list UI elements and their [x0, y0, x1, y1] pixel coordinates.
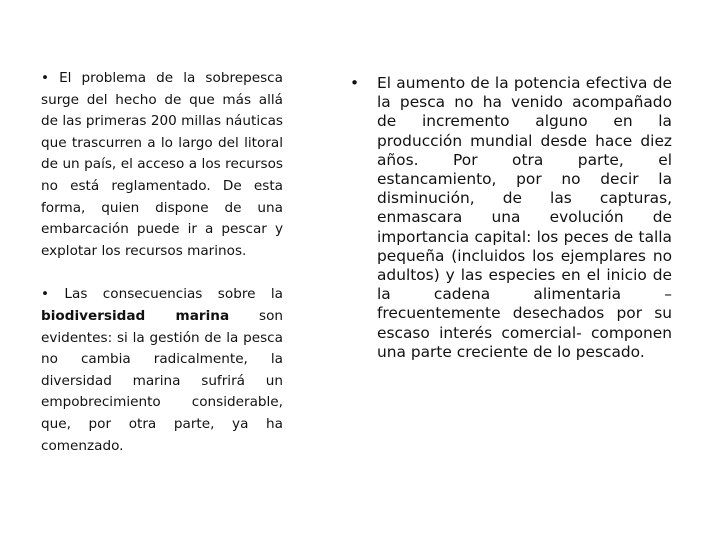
- paragraph-fishing-power: El aumento de la potencia efectiva de la pesca no ha venido acompañado de incremento alguno en la producción mundial desde hace diez años. Por otra parte, el estancamiento, por no decir la disminución, de las capturas, enmascara una evolución de importancia capital: los peces de talla pequeña (incluidos los ejemplares no adultos) y las especies en el inicio de la cadena alimentaria –frecuentemente desechados por su escaso interés comercial- componen una parte creciente de lo pescado.: [377, 74, 672, 361]
- paragraph-biodiversity: [41, 284, 283, 457]
- paragraph-overfishing: • El problema de la sobrepesca surge del hecho de que más allá de las primeras 200 millas náuticas que trascurren a lo largo del litoral de un país, el acceso a los recursos no está reglamentado. De esta forma, quien dispone de una embarcación puede ir a pescar y explotar los recursos marinos.: [41, 70, 283, 259]
- bullet-marker: •: [350, 74, 360, 92]
- left-column: [41, 68, 283, 457]
- biodiversity-term: biodiversidad marina: [41, 307, 230, 324]
- paragraph-biodiversity-start: • Las consecuencias sobre la: [41, 286, 283, 303]
- paragraph-biodiversity-end: son evidentes: si la gestión de la pesca no cambia radicalmente, la diversidad marina sufrirá un empobrecimiento considerable, que, por otra parte, ya ha comenzado.: [41, 307, 283, 454]
- right-column: [350, 74, 672, 362]
